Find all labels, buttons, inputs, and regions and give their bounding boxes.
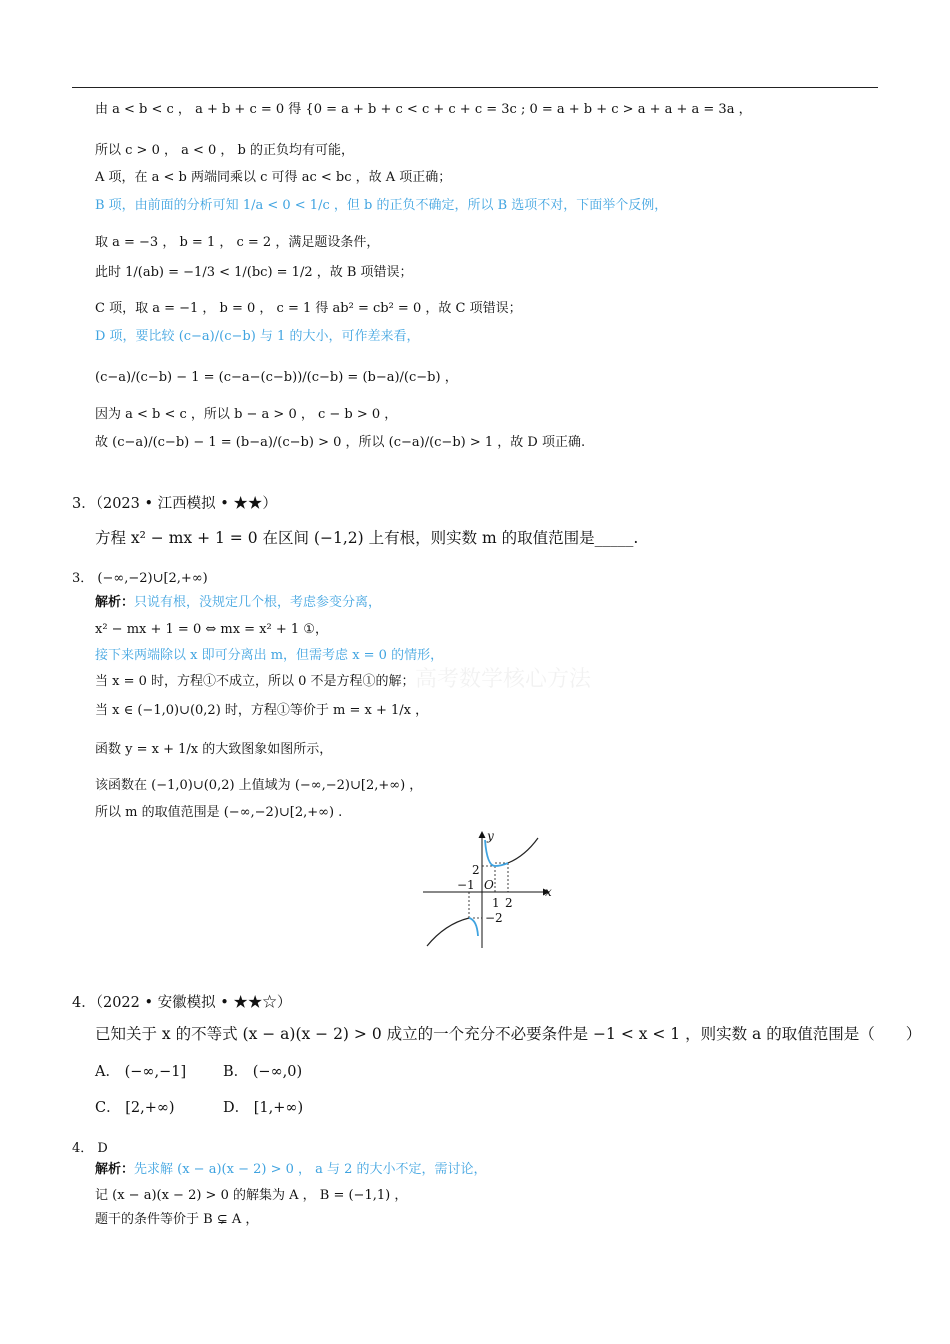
jiexi-text: 先求解 (x − a)(x − 2) > 0 ， a 与 2 的大小不定，需讨论， bbox=[134, 1162, 487, 1177]
origin-label: O bbox=[484, 878, 494, 892]
a4-answer: 4． D bbox=[72, 1141, 108, 1156]
a3-line-8: 所以 m 的取值范围是 (−∞,−2)∪[2,+∞) . bbox=[95, 805, 343, 820]
left-branch-highlight bbox=[469, 918, 478, 936]
watermark: 高考数学核心方法 bbox=[415, 667, 592, 692]
function-graph bbox=[415, 826, 555, 951]
q4-header: 4．（2022 • 安徽模拟 • ★★☆） bbox=[72, 995, 292, 1011]
solution-line-10: 因为 a < b < c ，所以 b − a > 0 ， c − b > 0 ， bbox=[95, 407, 398, 422]
a4-jiexi bbox=[95, 1161, 487, 1179]
q4-option-d: D． [1,+∞) bbox=[223, 1100, 304, 1116]
a3-answer: 3． (−∞,−2)∪[2,+∞) bbox=[72, 571, 208, 586]
solution-line-5: 取 a = −3 ， b = 1 ， c = 2 ，满足题设条件， bbox=[95, 235, 380, 250]
right-branch-curve bbox=[508, 838, 538, 863]
a3-jiexi bbox=[95, 594, 381, 612]
q4-option-c: C． [2,+∞) bbox=[95, 1100, 175, 1116]
q4-option-a: A． (−∞,−1] bbox=[95, 1064, 187, 1080]
q3-text: 方程 x² − mx + 1 = 0 在区间 (−1,2) 上有根，则实数 m 的取值范围是_____. bbox=[95, 529, 639, 547]
q3-header: 3．（2023 • 江西模拟 • ★★） bbox=[72, 496, 277, 512]
tick-1: 1 bbox=[492, 896, 500, 910]
solution-line-1: 由 a < b < c ， a + b + c = 0 得 {0 = a + b + c < c + c + c = 3c ; 0 = a + b + c > a + a + a = 3a ， bbox=[95, 102, 752, 117]
a4-line-2: 记 (x − a)(x − 2) > 0 的解集为 A ， B = (−1,1) ， bbox=[95, 1188, 408, 1203]
tick-x2: 2 bbox=[505, 896, 513, 910]
right-branch-highlight bbox=[485, 840, 508, 866]
a3-line-7: 该函数在 (−1,0)∪(0,2) 上值域为 (−∞,−2)∪[2,+∞) ， bbox=[95, 778, 423, 793]
jiexi-label: 解析： bbox=[95, 1162, 135, 1177]
solution-line-6: 此时 1/(ab) = −1/3 < 1/(bc) = 1/2 ，故 B 项错误； bbox=[95, 265, 413, 280]
solution-line-4: B 项，由前面的分析可知 1/a < 0 < 1/c ，但 b 的正负不确定，所以 B 选项不对，下面举个反例， bbox=[95, 198, 668, 213]
a3-line-2: x² − mx + 1 = 0 ⇔ mx = x² + 1 ①， bbox=[95, 622, 328, 637]
a3-line-4: 当 x = 0 时，方程①不成立，所以 0 不是方程①的解； bbox=[95, 674, 415, 689]
x-axis-label: x bbox=[545, 885, 552, 899]
solution-line-7: C 项，取 a = −1 ， b = 0 ， c = 1 得 ab² = cb² = 0 ，故 C 项错误； bbox=[95, 301, 522, 316]
q4-text: 已知关于 x 的不等式 (x − a)(x − 2) > 0 成立的一个充分不必要条件是 −1 < x < 1 ，则实数 a 的取值范围是（ ） bbox=[95, 1025, 922, 1043]
tick-2: 2 bbox=[472, 863, 480, 877]
solution-line-8: D 项，要比较 (c−a)/(c−b) 与 1 的大小，可作差来看， bbox=[95, 329, 420, 344]
y-axis-label: y bbox=[487, 829, 494, 843]
a3-line-6: 函数 y = x + 1/x 的大致图象如图所示， bbox=[95, 742, 333, 757]
left-branch-curve bbox=[427, 918, 469, 946]
solution-line-2: 所以 c > 0 ， a < 0 ， b 的正负均有可能， bbox=[95, 143, 355, 158]
jiexi-text: 只说有根，没规定几个根，考虑参变分离， bbox=[134, 595, 382, 610]
solution-line-3: A 项，在 a < b 两端同乘以 c 可得 ac < bc ，故 A 项正确； bbox=[95, 170, 452, 185]
tick-neg2: −2 bbox=[485, 911, 503, 925]
a3-line-3: 接下来两端除以 x 即可分离出 m，但需考虑 x = 0 的情形， bbox=[95, 648, 444, 663]
solution-line-9: (c−a)/(c−b) − 1 = (c−a−(c−b))/(c−b) = (b−a)/(c−b) ， bbox=[95, 370, 458, 385]
solution-line-11: 故 (c−a)/(c−b) − 1 = (b−a)/(c−b) > 0 ，所以 (c−a)/(c−b) > 1 ，故 D 项正确. bbox=[95, 435, 586, 450]
a3-line-5: 当 x ∈ (−1,0)∪(0,2) 时，方程①等价于 m = x + 1/x ， bbox=[95, 703, 429, 718]
tick-neg1: −1 bbox=[457, 878, 475, 892]
jiexi-label: 解析： bbox=[95, 595, 135, 610]
q4-option-b: B． (−∞,0) bbox=[223, 1064, 303, 1080]
top-rule bbox=[72, 87, 878, 88]
a4-line-3: 题干的条件等价于 B ⊊ A ， bbox=[95, 1212, 259, 1227]
